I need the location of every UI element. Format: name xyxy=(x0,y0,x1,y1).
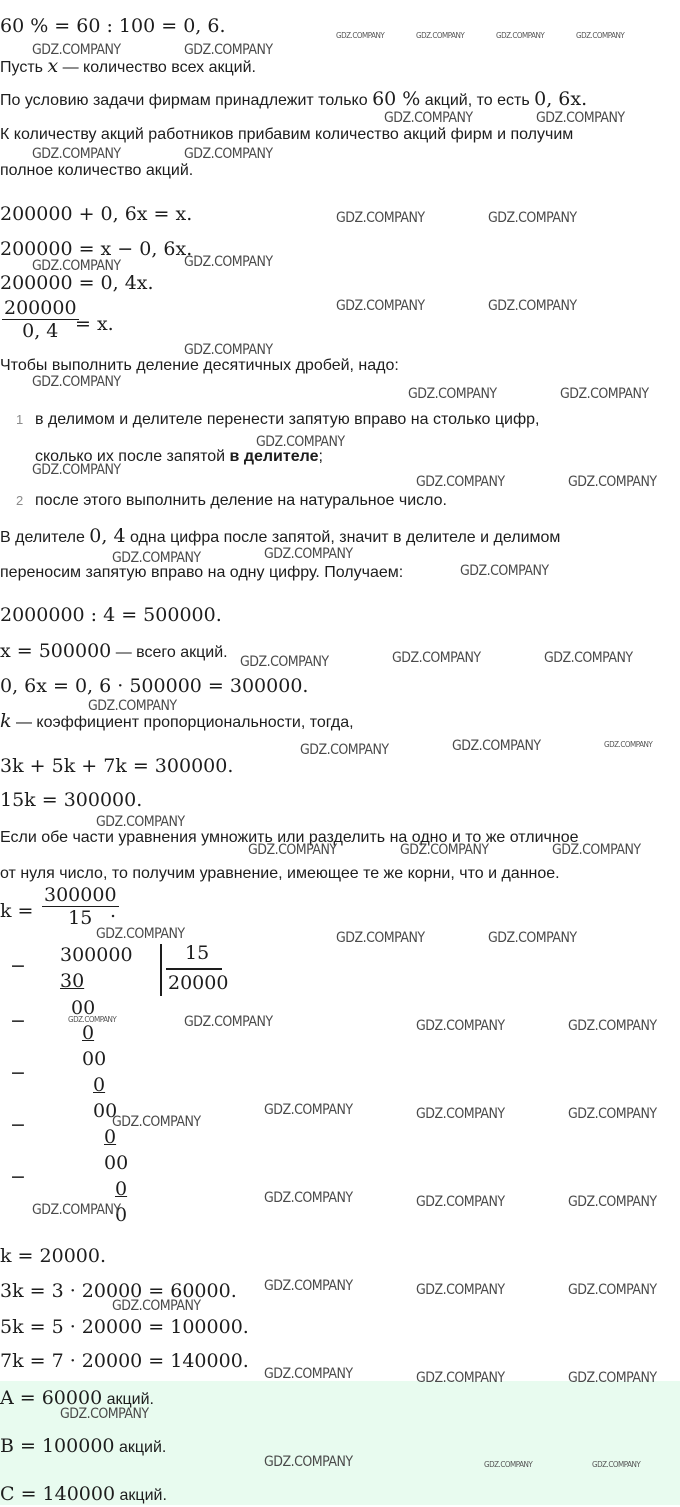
watermark: GDZ.COMPANY xyxy=(392,650,481,666)
watermark: GDZ.COMPANY xyxy=(264,1454,353,1470)
watermark: GDZ.COMPANY xyxy=(452,738,541,754)
watermark: GDZ.COMPANY xyxy=(416,474,505,490)
division-row: 0 xyxy=(104,1126,117,1148)
equation-1: 200000 + 0, 6x = x. xyxy=(0,203,193,225)
equation-percent: 60 % = 60 : 100 = 0, 6. xyxy=(0,15,226,37)
watermark: GDZ.COMPANY xyxy=(184,1014,273,1030)
watermark: GDZ.COMPANY xyxy=(336,31,385,40)
watermark: GDZ.COMPANY xyxy=(484,1460,533,1469)
watermark: GDZ.COMPANY xyxy=(416,1194,505,1210)
watermark: GDZ.COMPANY xyxy=(60,1406,149,1422)
watermark: GDZ.COMPANY xyxy=(32,1202,121,1218)
step-1-line-2: сколько их после запятой в делителе; xyxy=(35,448,323,465)
watermark: GDZ.COMPANY xyxy=(32,374,121,390)
watermark: GDZ.COMPANY xyxy=(568,474,657,490)
text-coefficient: k — коэффициент пропорциональности, тогда, xyxy=(0,710,354,732)
watermark: GDZ.COMPANY xyxy=(32,42,121,58)
division-minus-3: − xyxy=(10,1062,26,1084)
watermark: GDZ.COMPANY xyxy=(416,1106,505,1122)
watermark: GDZ.COMPANY xyxy=(96,814,185,830)
division-minus-2: − xyxy=(10,1010,26,1032)
division-row: 0 xyxy=(115,1204,128,1226)
watermark: GDZ.COMPANY xyxy=(264,546,353,562)
step-1-line-1: в делимом и делителе перенести запятую вправо на столько цифр, xyxy=(35,411,540,428)
equation-12: 7k = 7 · 20000 = 140000. xyxy=(0,1350,249,1372)
watermark: GDZ.COMPANY xyxy=(264,1278,353,1294)
equation-6: 0, 6x = 0, 6 · 500000 = 300000. xyxy=(0,675,309,697)
division-row: 00 xyxy=(71,997,96,1019)
watermark: GDZ.COMPANY xyxy=(592,1460,641,1469)
watermark: GDZ.COMPANY xyxy=(264,1366,353,1382)
watermark: GDZ.COMPANY xyxy=(256,434,345,450)
watermark: GDZ.COMPANY xyxy=(568,1370,657,1386)
watermark: GDZ.COMPANY xyxy=(416,1282,505,1298)
fraction-dot: . xyxy=(110,900,117,922)
watermark: GDZ.COMPANY xyxy=(68,1015,117,1024)
watermark: GDZ.COMPANY xyxy=(32,146,121,162)
watermark: GDZ.COMPANY xyxy=(32,462,121,478)
watermark: GDZ.COMPANY xyxy=(184,42,273,58)
fraction-rest: = x. xyxy=(75,313,114,335)
watermark: GDZ.COMPANY xyxy=(264,1102,353,1118)
equation-4: 2000000 : 4 = 500000. xyxy=(0,604,222,626)
answer-a: A = 60000 акций. xyxy=(0,1387,154,1409)
division-row: 30 xyxy=(60,970,85,992)
step-2-number: 2 xyxy=(16,493,24,508)
watermark: GDZ.COMPANY xyxy=(112,1114,201,1130)
watermark: GDZ.COMPANY xyxy=(416,1370,505,1386)
text-rule-equation-2: от нуля число, то получим уравнение, имеющее те же корни, что и данное. xyxy=(0,865,560,882)
text-rule-equation-1: Если обе части уравнения умножить или разделить на одно и то же отличное xyxy=(0,829,579,846)
watermark: GDZ.COMPANY xyxy=(336,298,425,314)
division-divisor: 15 xyxy=(185,942,210,964)
equation-5: x = 500000 — всего акций. xyxy=(0,640,228,662)
equation-3: 200000 = 0, 4x. xyxy=(0,272,154,294)
step-2-line: после этого выполнить деление на натуральное число. xyxy=(35,492,447,509)
watermark: GDZ.COMPANY xyxy=(460,563,549,579)
watermark: GDZ.COMPANY xyxy=(488,298,577,314)
watermark: GDZ.COMPANY xyxy=(88,698,177,714)
watermark: GDZ.COMPANY xyxy=(300,742,389,758)
watermark: GDZ.COMPANY xyxy=(568,1106,657,1122)
text-divisor: В делителе 0, 4 одна цифра после запятой, значит в делителе и делимом xyxy=(0,525,561,547)
watermark: GDZ.COMPANY xyxy=(416,1018,505,1034)
equation-2: 200000 = x − 0, 6x. xyxy=(0,238,193,260)
equation-10: 3k = 3 · 20000 = 60000. xyxy=(0,1280,237,1302)
watermark: GDZ.COMPANY xyxy=(96,926,185,942)
equation-7: 3k + 5k + 7k = 300000. xyxy=(0,755,234,777)
watermark: GDZ.COMPANY xyxy=(240,654,329,670)
fraction-300000-over-15: $\frac{300000}{15}$ xyxy=(44,884,117,929)
watermark: GDZ.COMPANY xyxy=(184,146,273,162)
text-let-x: Пусть x — количество всех акций. xyxy=(0,55,256,77)
division-row: 0 xyxy=(82,1022,95,1044)
watermark: GDZ.COMPANY xyxy=(568,1282,657,1298)
watermark: GDZ.COMPANY xyxy=(184,342,273,358)
equation-8: 15k = 300000. xyxy=(0,789,143,811)
division-row: 00 xyxy=(93,1100,118,1122)
answer-b: B = 100000 акций. xyxy=(0,1435,167,1457)
watermark: GDZ.COMPANY xyxy=(336,930,425,946)
division-row: 0 xyxy=(93,1074,106,1096)
division-bar-vertical xyxy=(160,944,162,996)
division-minus-4: − xyxy=(10,1114,26,1136)
division-dividend: 300000 xyxy=(60,944,133,966)
watermark: GDZ.COMPANY xyxy=(568,1194,657,1210)
watermark: GDZ.COMPANY xyxy=(400,842,489,858)
watermark: GDZ.COMPANY xyxy=(488,210,577,226)
watermark: GDZ.COMPANY xyxy=(536,110,625,126)
watermark: GDZ.COMPANY xyxy=(568,1018,657,1034)
watermark: GDZ.COMPANY xyxy=(416,31,465,40)
watermark: GDZ.COMPANY xyxy=(32,258,121,274)
watermark: GDZ.COMPANY xyxy=(408,386,497,402)
text-total-shares: полное количество акций. xyxy=(0,162,194,179)
fraction-200000-over-04: $\frac{200000}{0, 4}$ xyxy=(4,297,77,342)
division-row: 0 xyxy=(115,1178,128,1200)
watermark: GDZ.COMPANY xyxy=(184,254,273,270)
text-move-comma: переносим запятую вправо на одну цифру. Получаем: xyxy=(0,564,404,581)
step-1-number: 1 xyxy=(16,412,24,427)
text-condition: По условию задачи фирмам принадлежит только 60 % акций, то есть 0, 6x. xyxy=(0,88,588,110)
watermark: GDZ.COMPANY xyxy=(552,842,641,858)
answer-c: C = 140000 акций. xyxy=(0,1483,167,1505)
watermark: GDZ.COMPANY xyxy=(384,110,473,126)
division-quotient: 20000 xyxy=(168,972,229,994)
division-minus-5: − xyxy=(10,1166,26,1188)
watermark: GDZ.COMPANY xyxy=(112,1298,201,1314)
watermark: GDZ.COMPANY xyxy=(248,842,337,858)
text-add-shares: К количеству акций работников прибавим количество акций фирм и получим xyxy=(0,126,574,143)
watermark: GDZ.COMPANY xyxy=(496,31,545,40)
watermark: GDZ.COMPANY xyxy=(264,1190,353,1206)
watermark: GDZ.COMPANY xyxy=(112,550,201,566)
division-minus-1: − xyxy=(10,955,26,977)
division-row: 00 xyxy=(82,1048,107,1070)
division-row: 00 xyxy=(104,1152,129,1174)
equation-11: 5k = 5 · 20000 = 100000. xyxy=(0,1316,249,1338)
rule-title: Чтобы выполнить деление десятичных дробей, надо: xyxy=(0,357,399,374)
fraction-k-left: k = xyxy=(0,900,34,922)
watermark: GDZ.COMPANY xyxy=(336,210,425,226)
watermark: GDZ.COMPANY xyxy=(604,740,653,749)
watermark: GDZ.COMPANY xyxy=(576,31,625,40)
watermark: GDZ.COMPANY xyxy=(560,386,649,402)
watermark: GDZ.COMPANY xyxy=(488,930,577,946)
division-bar-horizontal xyxy=(166,968,222,970)
equation-9: k = 20000. xyxy=(0,1245,106,1267)
watermark: GDZ.COMPANY xyxy=(544,650,633,666)
